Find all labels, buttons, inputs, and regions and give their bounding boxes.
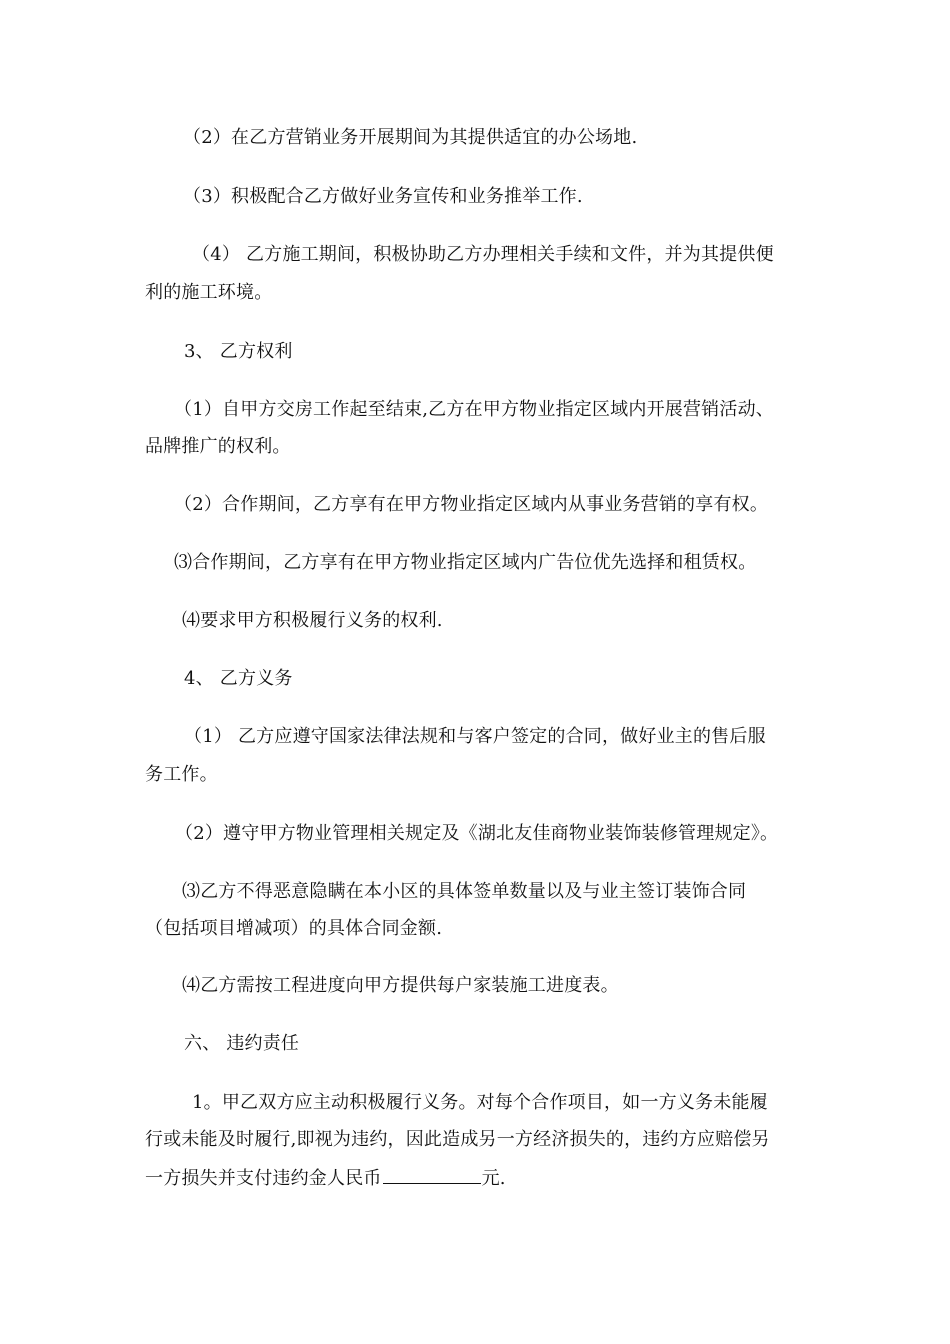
text-line-9: ⑶合作期间，乙方享有在甲方物业指定区域内广告位优先选择和租赁权。 — [174, 552, 757, 573]
text-line-6: （1）自甲方交房工作起至结束,乙方在甲方物业指定区域内开展营销活动、 — [174, 399, 774, 420]
text-line-15: ⑶乙方不得恶意隐瞒在本小区的具体签单数量以及与业主签订装饰合同 — [182, 881, 747, 902]
text-line-20: 行或未能及时履行,即视为违约，因此造成另一方经济损失的，违约方应赔偿另 — [145, 1129, 770, 1150]
section-heading-6: 六、 违约责任 — [184, 1033, 300, 1054]
section-heading-3: 3、 乙方权利 — [184, 341, 293, 362]
text-line-1: （2）在乙方营销业务开展期间为其提供适宜的办公场地. — [183, 127, 638, 148]
text-line-4: 利的施工环境。 — [145, 282, 273, 303]
text-line-16: （包括项目增减项）的具体合同金额. — [145, 918, 443, 939]
text-line-21 — [0, 1165, 950, 1191]
blank-fill-line — [383, 1165, 481, 1184]
text-line-13: 务工作。 — [145, 764, 218, 785]
text-line-7: 品牌推广的权利。 — [145, 436, 291, 457]
section-heading-4: 4、 乙方义务 — [184, 668, 293, 689]
text-line-3: （4） 乙方施工期间，积极协助乙方办理相关手续和文件，并为其提供便 — [192, 244, 774, 265]
text-line-8: （2）合作期间，乙方享有在甲方物业指定区域内从事业务营销的享有权。 — [174, 494, 769, 515]
text-line-21-suffix: 元. — [481, 1168, 506, 1189]
text-line-14: （2）遵守甲方物业管理相关规定及《湖北友佳商物业装饰装修管理规定》。 — [175, 823, 779, 844]
text-line-12: （1） 乙方应遵守国家法律法规和与客户签定的合同，做好业主的售后服 — [184, 726, 766, 747]
text-line-10: ⑷要求甲方积极履行义务的权利. — [182, 610, 443, 631]
text-line-17: ⑷乙方需按工程进度向甲方提供每户家装施工进度表。 — [182, 975, 619, 996]
text-line-2: （3）积极配合乙方做好业务宣传和业务推举工作. — [183, 186, 583, 207]
text-line-19: 1。甲乙双方应主动积极履行义务。对每个合作项目，如一方义务未能履 — [192, 1092, 768, 1113]
text-line-21-prefix: 一方损失并支付违约金人民币 — [145, 1168, 382, 1189]
